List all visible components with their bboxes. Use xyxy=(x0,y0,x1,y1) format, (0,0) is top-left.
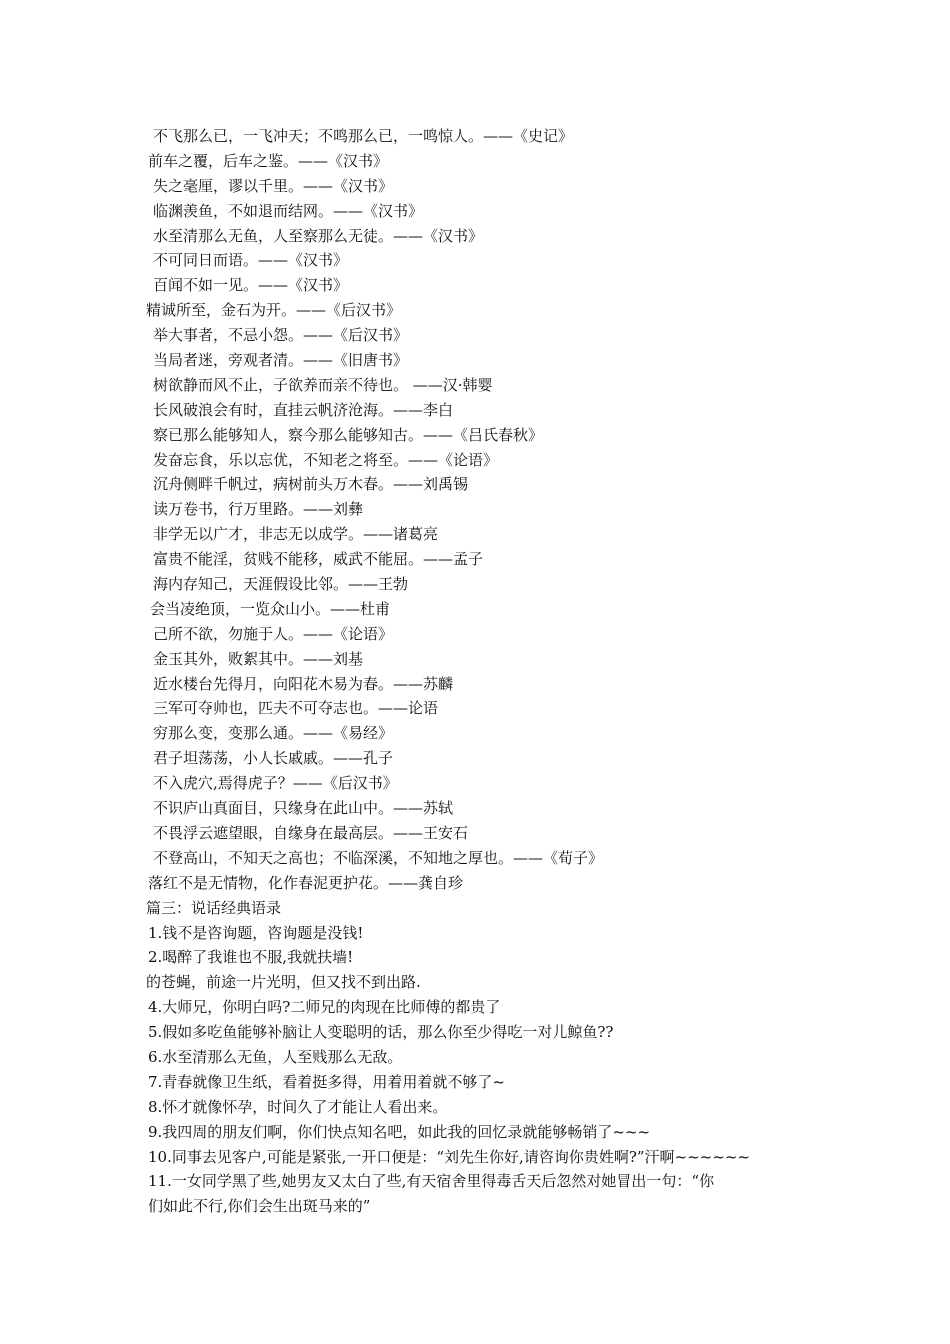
quotes-section xyxy=(0,124,950,896)
quote-line: 不可同日而语。——《汉书》 xyxy=(153,251,349,270)
saying-line: 7.青春就像卫生纸，看着挺多得，用着用着就不够了~ xyxy=(148,1072,505,1091)
quote-line: 落红不是无情物，化作春泥更护花。——龚自珍 xyxy=(148,873,464,892)
quote-line: 发奋忘食，乐以忘优，不知老之将至。——《论语》 xyxy=(153,450,499,469)
quote-line: 不畏浮云遮望眼，自缘身在最高层。——王安石 xyxy=(153,823,469,842)
quote-line: 非学无以广才，非志无以成学。——诸葛亮 xyxy=(153,525,439,544)
quote-line: 穷那么变，变那么通。——《易经》 xyxy=(153,724,394,743)
saying-line: 5.假如多吃鱼能够补脑让人变聪明的话，那么你至少得吃一对儿鲸鱼?? xyxy=(148,1023,614,1042)
quote-line: 水至清那么无鱼，人至察那么无徒。——《汉书》 xyxy=(153,226,484,245)
quote-line: 君子坦荡荡，小人长戚戚。——孔子 xyxy=(153,749,394,768)
quote-line: 察已那么能够知人，察今那么能够知古。——《吕氏春秋》 xyxy=(153,425,544,444)
quote-line: 不登高山，不知天之高也；不临深溪，不知地之厚也。——《荀子》 xyxy=(153,848,604,867)
saying-line: 4.大师兄，你明白吗?二师兄的肉现在比师傅的都贵了 xyxy=(148,998,501,1017)
quote-line: 近水楼台先得月，向阳花木易为春。——苏麟 xyxy=(153,674,454,693)
saying-line: 10.同事去见客户,可能是紧张,一开口便是：“刘先生你好,请咨询你贵姓啊?”汗啊~~~~~~ xyxy=(148,1147,750,1166)
document-page xyxy=(0,124,950,1219)
quote-line: 失之毫厘，谬以千里。——《汉书》 xyxy=(153,176,394,195)
saying-line: 1.钱不是咨询题，咨询题是没钱! xyxy=(148,923,364,942)
saying-line: 6.水至清那么无鱼，人至贱那么无敌。 xyxy=(148,1047,403,1066)
quote-line: 沉舟侧畔千帆过，病树前头万木春。——刘禹锡 xyxy=(153,475,469,494)
quote-line: 树欲静而风不止，子欲养而亲不待也。 ——汉·韩婴 xyxy=(153,375,493,394)
quote-line: 不飞那么已，一飞冲天；不鸣那么已，一鸣惊人。——《史记》 xyxy=(153,127,574,145)
quote-line: 三军可夺帅也，匹夫不可夺志也。——论语 xyxy=(153,699,439,718)
quote-line: 会当凌绝顶，一览众山小。——杜甫 xyxy=(150,599,391,618)
quote-line: 富贵不能淫，贫贱不能移，威武不能屈。——孟子 xyxy=(153,550,484,569)
saying-line: 11.一女同学黑了些,她男友又太白了些,有天宿舍里得毒舌天后忽然对她冒出一句：“你 xyxy=(148,1172,715,1191)
saying-line: 8.怀才就像怀孕，时间久了才能让人看出来。 xyxy=(148,1097,448,1116)
section-heading: 篇三：说话经典语录 xyxy=(146,898,282,917)
sayings-section xyxy=(0,921,950,1220)
quote-line: 长风破浪会有时，直挂云帆济沧海。——李白 xyxy=(153,400,454,419)
quote-line: 不入虎穴,焉得虎子？——《后汉书》 xyxy=(153,774,398,793)
quote-line: 临渊羡鱼，不如退而结网。——《汉书》 xyxy=(153,201,424,220)
quote-line: 读万卷书，行万里路。——刘彝 xyxy=(153,500,364,519)
quote-line: 当局者迷，旁观者清。——《旧唐书》 xyxy=(153,351,409,370)
saying-line: 的苍蝇，前途一片光明，但又找不到出路. xyxy=(146,973,421,992)
quote-line: 前车之覆，后车之鉴。——《汉书》 xyxy=(148,151,389,170)
quote-line: 己所不欲，勿施于人。——《论语》 xyxy=(153,624,394,643)
quote-line: 精诚所至，金石为开。——《后汉书》 xyxy=(146,301,402,320)
quote-line: 不识庐山真面目，只缘身在此山中。——苏轼 xyxy=(153,799,454,818)
quote-line: 海内存知己，天涯假设比邻。——王勃 xyxy=(153,575,409,594)
quote-line: 举大事者，不忌小怨。——《后汉书》 xyxy=(153,326,409,345)
quote-line: 百闻不如一见。——《汉书》 xyxy=(153,276,349,295)
saying-line: 2.喝醉了我谁也不服,我就扶墙! xyxy=(148,948,354,967)
saying-line: 们如此不行,你们会生出斑马来的” xyxy=(148,1197,371,1216)
quote-line: 金玉其外，败絮其中。——刘基 xyxy=(153,649,364,668)
saying-line: 9.我四周的朋友们啊，你们快点知名吧，如此我的回忆录就能够畅销了~~~ xyxy=(148,1122,651,1141)
